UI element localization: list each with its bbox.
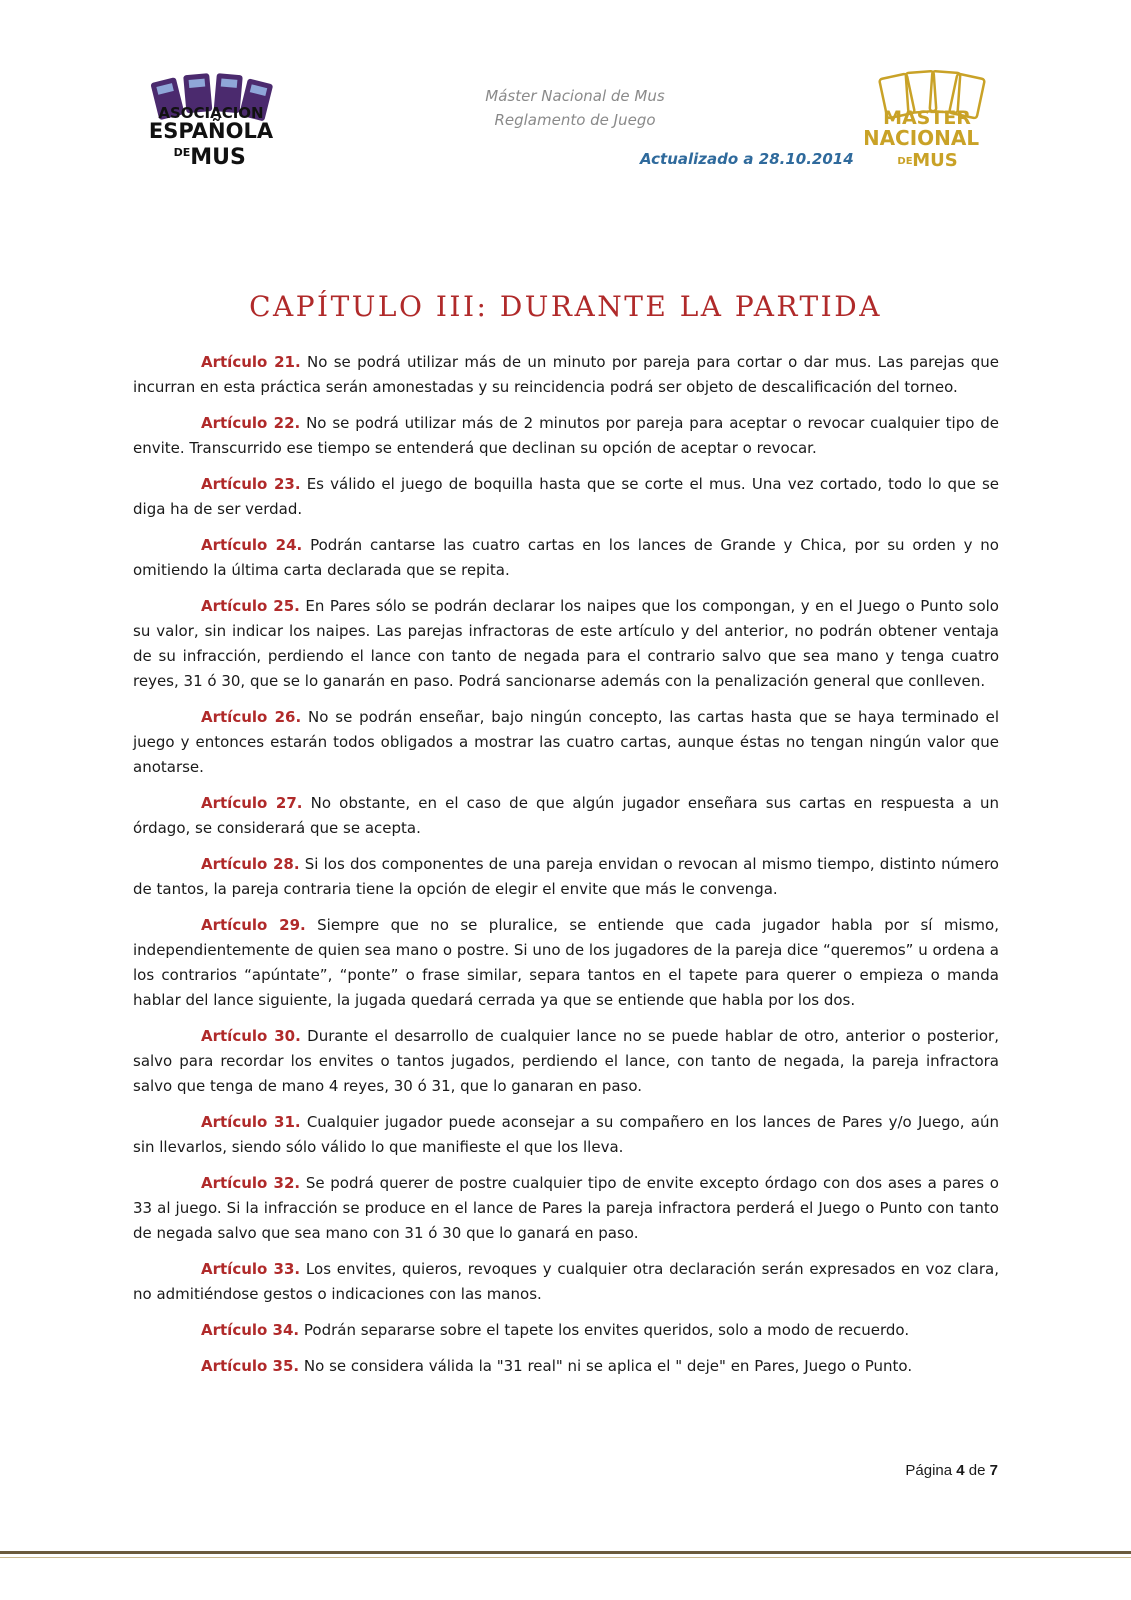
article-text: Los envites, quieros, revoques y cualquier otra declaración serán expresados en voz clara, no admitiéndose gestos o indicaciones con las manos. (133, 1260, 999, 1303)
article-text: No obstante, en el caso de que algún jugador enseñara sus cartas en respuesta a un órdago, se considerará que se acepta. (133, 794, 999, 837)
articles-list (133, 350, 999, 1390)
article-label: Artículo 23. (201, 475, 301, 493)
article-text: Es válido el juego de boquilla hasta que se corte el mus. Una vez cortado, todo lo que se diga ha de ser verdad. (133, 475, 999, 518)
article-paragraph (133, 533, 999, 583)
footer-rule (0, 1551, 1131, 1554)
article-paragraph (133, 1024, 999, 1099)
svg-text:DE: DE (897, 156, 913, 167)
article-label: Artículo 29. (201, 916, 306, 934)
svg-text:MUS: MUS (912, 150, 958, 171)
article-label: Artículo 32. (201, 1174, 301, 1192)
page-total: 7 (989, 1462, 998, 1479)
article-paragraph (133, 472, 999, 522)
article-label: Artículo 22. (201, 414, 301, 432)
article-label: Artículo 35. (201, 1357, 300, 1375)
article-paragraph (133, 852, 999, 902)
article-paragraph (133, 913, 999, 1013)
asociacion-espanola-de-mus-logo (136, 72, 286, 182)
article-text: No se considera válida la "31 real" ni se aplica el " deje" en Pares, Juego o Punto. (303, 1357, 913, 1375)
article-label: Artículo 33. (201, 1260, 301, 1278)
svg-text:NACIONAL: NACIONAL (865, 126, 980, 150)
article-text: Cualquier jugador puede aconsejar a su compañero en los lances de Pares y/o Juego, aún sin llevarlos, siendo sólo válido lo que manifieste el que los lleva. (133, 1113, 999, 1156)
svg-text:ESPAÑOLA: ESPAÑOLA (148, 119, 274, 143)
article-label: Artículo 27. (201, 794, 303, 812)
article-paragraph (133, 350, 999, 400)
svg-text:MASTER: MASTER (883, 107, 971, 129)
article-text: Podrán cantarse las cuatro cartas en los lances de Grande y Chica, por su orden y no omitiendo la última carta declarada que se repita. (133, 536, 999, 579)
master-cards-icon (865, 70, 1000, 180)
footer-rule-thin (0, 1557, 1131, 1558)
cards-logo-icon (136, 72, 286, 182)
article-label: Artículo 30. (201, 1027, 301, 1045)
document-header (470, 84, 680, 132)
article-paragraph (133, 1110, 999, 1160)
article-text: Se podrá querer de postre cualquier tipo de envite excepto órdago con dos ases a pares o 33 al juego. Si la infracción se produce en el lance de Pares la pareja infractora perderá el Juego o Punto con tanto de negada salvo que sea mano con 31 ó 30 que lo ganará en paso. (133, 1174, 999, 1242)
article-label: Artículo 28. (201, 855, 300, 873)
article-paragraph (133, 1171, 999, 1246)
article-paragraph (133, 1318, 999, 1343)
article-label: Artículo 31. (201, 1113, 301, 1131)
article-label: Artículo 24. (201, 536, 303, 554)
updated-date: Actualizado a 28.10.2014 (640, 150, 854, 168)
article-label: Artículo 34. (201, 1321, 300, 1339)
article-paragraph (133, 705, 999, 780)
article-label: Artículo 25. (201, 597, 300, 615)
page-current: 4 (956, 1462, 965, 1479)
article-paragraph (133, 1354, 999, 1379)
article-paragraph (133, 791, 999, 841)
article-text: En Pares sólo se podrán declarar los naipes que los compongan, y en el Juego o Punto solo su valor, sin indicar los naipes. Las parejas infractoras de este artículo y del anterior, no podrán obtener ventaja de su infracción, perdiendo el lance con tanto de negada para el contrario salvo que sea mano y tenga cuatro reyes, 31 ó 30, que se lo ganarán en paso. Podrá sancionarse además con la penalización general que conlleven. (133, 597, 999, 690)
chapter-title: CAPÍTULO III: DURANTE LA PARTIDA (249, 290, 882, 323)
article-paragraph (133, 411, 999, 461)
article-paragraph (133, 1257, 999, 1307)
article-text: No se podrá utilizar más de un minuto por pareja para cortar o dar mus. Las parejas que incurran en esta práctica serán amonestadas y su reincidencia podrá ser objeto de descalificación del torneo. (133, 353, 999, 396)
article-text: No se podrán enseñar, bajo ningún concepto, las cartas hasta que se haya terminado el juego y entonces estarán todos obligados a mostrar las cuatro cartas, aunque éstas no tengan ningún valor que anotarse. (133, 708, 999, 776)
article-text: Durante el desarrollo de cualquier lance no se puede hablar de otro, anterior o posterior, salvo para recordar los envites o tantos jugados, perdiendo el lance, con tanto de negada, la pareja infractora salvo que tenga de mano 4 reyes, 30 ó 31, que lo ganaran en paso. (133, 1027, 999, 1095)
article-text: Podrán separarse sobre el tapete los envites queridos, solo a modo de recuerdo. (303, 1321, 910, 1339)
header-title: Máster Nacional de Mus (485, 87, 665, 105)
svg-text:ASOCIACION: ASOCIACION (158, 104, 264, 122)
page-prefix: Página (905, 1462, 953, 1479)
header-subtitle: Reglamento de Juego (494, 111, 656, 129)
page-sep: de (968, 1462, 986, 1479)
svg-text:MUS: MUS (190, 145, 246, 170)
master-nacional-de-mus-logo (865, 70, 1000, 180)
article-text: Si los dos componentes de una pareja envidan o revocan al mismo tiempo, distinto número de tantos, la pareja contraria tiene la opción de elegir el envite que más le convenga. (133, 855, 999, 898)
article-text: No se podrá utilizar más de 2 minutos por pareja para aceptar o revocar cualquier tipo de envite. Transcurrido ese tiempo se entenderá que declinan su opción de aceptar o revocar. (133, 414, 999, 457)
article-text: Siempre que no se pluralice, se entiende que cada jugador habla por sí mismo, independientemente de quien sea mano o postre. Si uno de los jugadores de la pareja dice “queremos” u ordena a los contrarios “apúntate”, “ponte” o frase similar, separa tantos en el tapete para querer o empieza o manda hablar del lance siguiente, la jugada quedará cerrada ya que se entiende que habla por los dos. (133, 916, 999, 1009)
svg-text:DE: DE (173, 146, 191, 159)
article-label: Artículo 21. (201, 353, 301, 371)
article-paragraph (133, 594, 999, 694)
page-number (905, 1462, 998, 1479)
article-label: Artículo 26. (201, 708, 302, 726)
